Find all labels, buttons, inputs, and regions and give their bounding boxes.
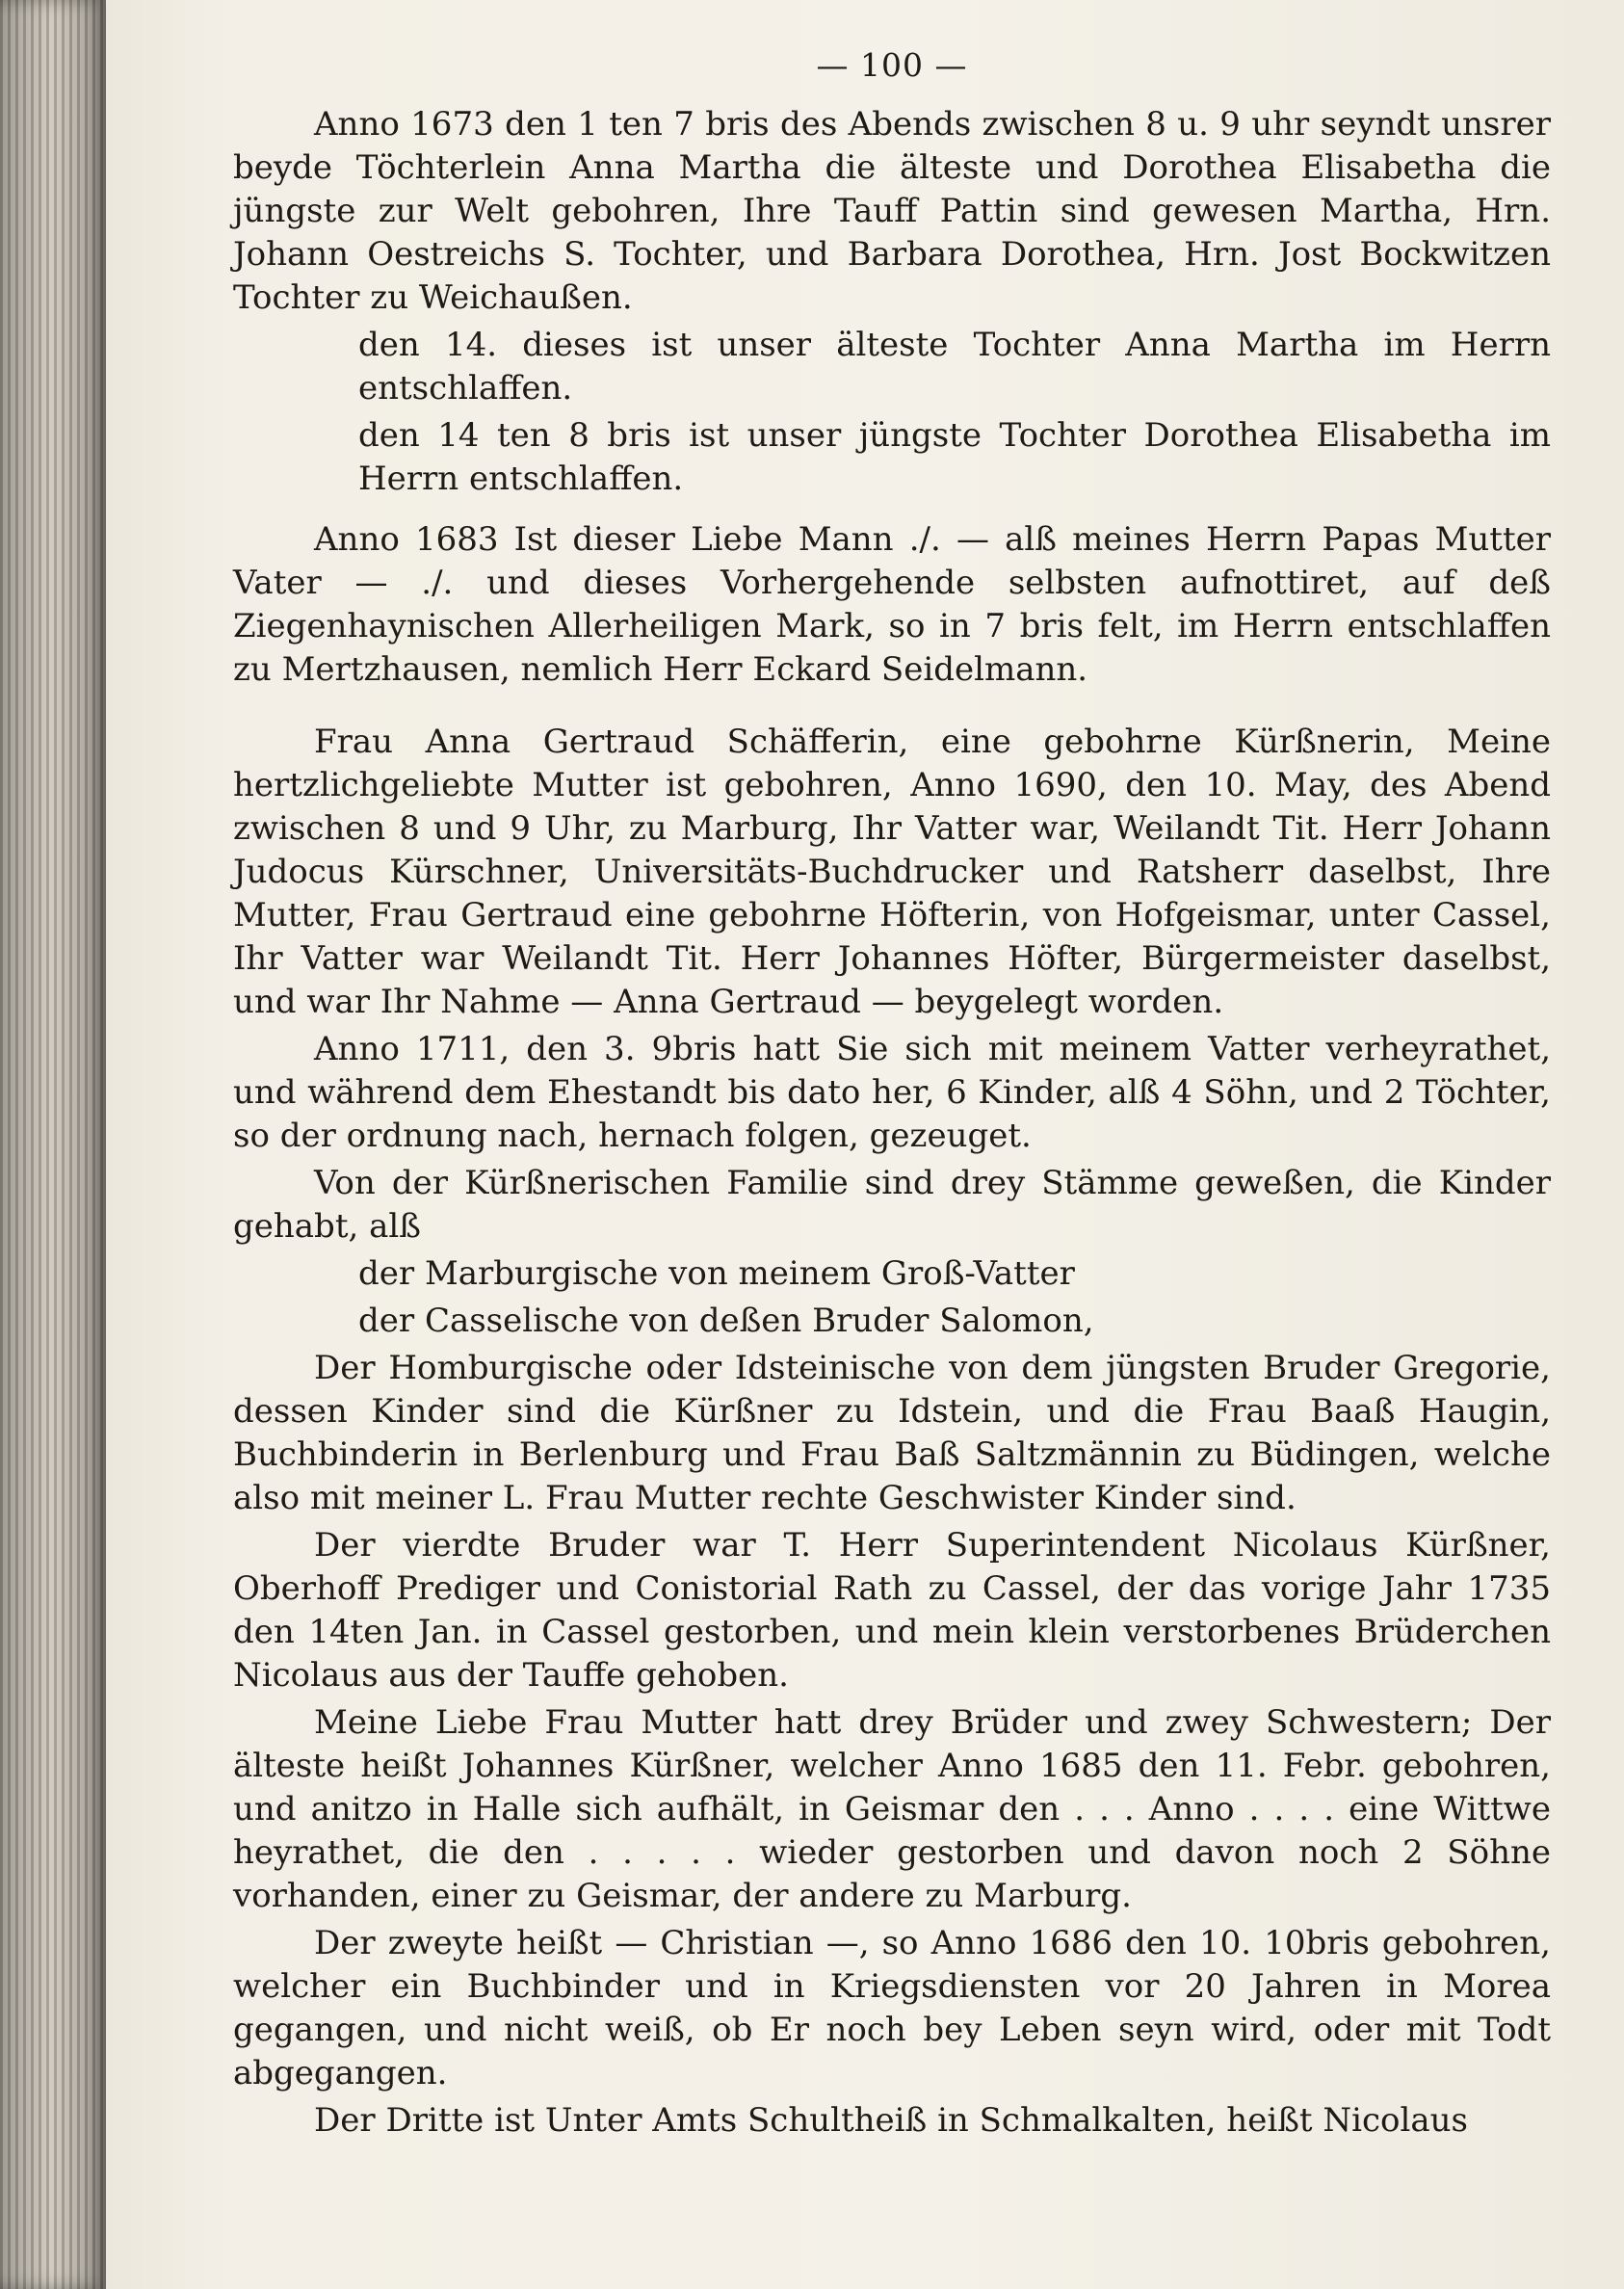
- paragraph-mother-birth: Frau Anna Gertraud Schäfferin, eine gebohrne Kürßnerin, Meine hertzlichgeliebte Mutter ist gebohren, Anno 1690, den 10. May, des Abend zwischen 8 und 9 Uhr, zu Marburg, Ihr Vatter war, Weilandt Tit. Herr Johann Judocus Kürschner, Universitäts-Buchdrucker und Ratsherr daselbst, Ihre Mutter, Frau Gertraud eine gebohrne Höfterin, von Hofgeismar, unter Cassel, Ihr Vatter war Weilandt Tit. Herr Johannes Höfter, Bürgermeister daselbst, und war Ihr Nahme — Anna Gertraud — beygelegt worden.: [233, 723, 1551, 1021]
- paragraph-third-brother: Der Dritte ist Unter Amts Schultheiß in Schmalkalten, heißt Nicolaus: [314, 2101, 1469, 2140]
- page-content: [233, 46, 1551, 2143]
- branch-cassel: der Casselische von deßen Bruder Salomon,: [358, 1302, 1094, 1340]
- paragraph-second-brother: Der zweyte heißt — Christian —, so Anno 1686 den 10. 10bris gebohren, welcher ein Buchbinder und in Kriegsdiensten vor 20 Jahren in Morea gegangen, und nicht weiß, ob Er noch bey Leben seyn wird, oder mit Todt abgegangen.: [233, 1924, 1551, 2092]
- book-page: [106, 0, 1624, 2289]
- paragraph-death-anna-martha: den 14. dieses ist unser älteste Tochter Anna Martha im Herrn entschlaffen.: [358, 326, 1551, 408]
- paragraph-1683-death-note: Anno 1683 Ist dieser Liebe Mann ./. — alß meines Herrn Papas Mutter Vater — ./. und dieses Vorhergehende selbsten aufnottiret, auf deß Ziegenhaynischen Allerheiligen Mark, so in 7 bris felt, im Herrn entschlaffen zu Mertzhausen, nemlich Herr Eckard Seidelmann.: [233, 520, 1551, 689]
- paragraph-mother-siblings: Meine Liebe Frau Mutter hatt drey Brüder und zwey Schwestern; Der älteste heißt Johannes Kürßner, welcher Anno 1685 den 11. Febr. gebohren, und anitzo in Halle sich aufhält, in Geismar den . . . Anno . . . . eine Wittwe heyrathet, die den . . . . . wieder gestorben und davon noch 2 Söhne vorhanden, einer zu Geismar, der andere zu Marburg.: [233, 1703, 1551, 1915]
- page-number: — 100 —: [816, 46, 968, 84]
- paragraph-family-branches: Von der Kürßnerischen Familie sind drey Stämme geweßen, die Kinder gehabt, alß: [233, 1164, 1551, 1246]
- paragraph-1673-birth: Anno 1673 den 1 ten 7 bris des Abends zwischen 8 u. 9 uhr seyndt unsrer beyde Töchterlein Anna Martha die älteste und Dorothea Elisabetha die jüngste zur Welt gebohren, Ihre Tauff Pattin sind gewesen Martha, Hrn. Johann Oestreichs S. Tochter, und Barbara Dorothea, Hrn. Jost Bockwitzen Tochter zu Weichaußen.: [233, 105, 1551, 317]
- paragraph-death-dorothea: den 14 ten 8 bris ist unser jüngste Tochter Dorothea Elisabetha im Herrn entschlaffen.: [358, 416, 1551, 498]
- book-spine-edge: [0, 0, 114, 2289]
- paragraph-homburg-branch: Der Homburgische oder Idsteinische von dem jüngsten Bruder Gregorie, dessen Kinder sind die Kürßner zu Idstein, und die Frau Baaß Haugin, Buchbinderin in Berlenburg und Frau Baß Saltzmännin zu Büdingen, welche also mit meiner L. Frau Mutter rechte Geschwister Kinder sind.: [233, 1349, 1551, 1517]
- paragraph-fourth-brother: Der vierdte Bruder war T. Herr Superintendent Nicolaus Kürßner, Oberhoff Prediger und Conistorial Rath zu Cassel, der das vorige Jahr 1735 den 14ten Jan. in Cassel gestorben, und mein klein verstorbenes Brüderchen Nicolaus aus der Tauffe gehoben.: [233, 1526, 1551, 1695]
- page-body-text: [233, 103, 1551, 2143]
- branch-marburg: der Marburgische von meinem Groß-Vatter: [358, 1254, 1075, 1293]
- paragraph-1711-marriage: Anno 1711, den 3. 9bris hatt Sie sich mit meinem Vatter verheyrathet, und während dem Ehestandt bis dato her, 6 Kinder, alß 4 Söhn, und 2 Töchter, so der ordnung nach, hernach folgen, gezeuget.: [233, 1030, 1551, 1155]
